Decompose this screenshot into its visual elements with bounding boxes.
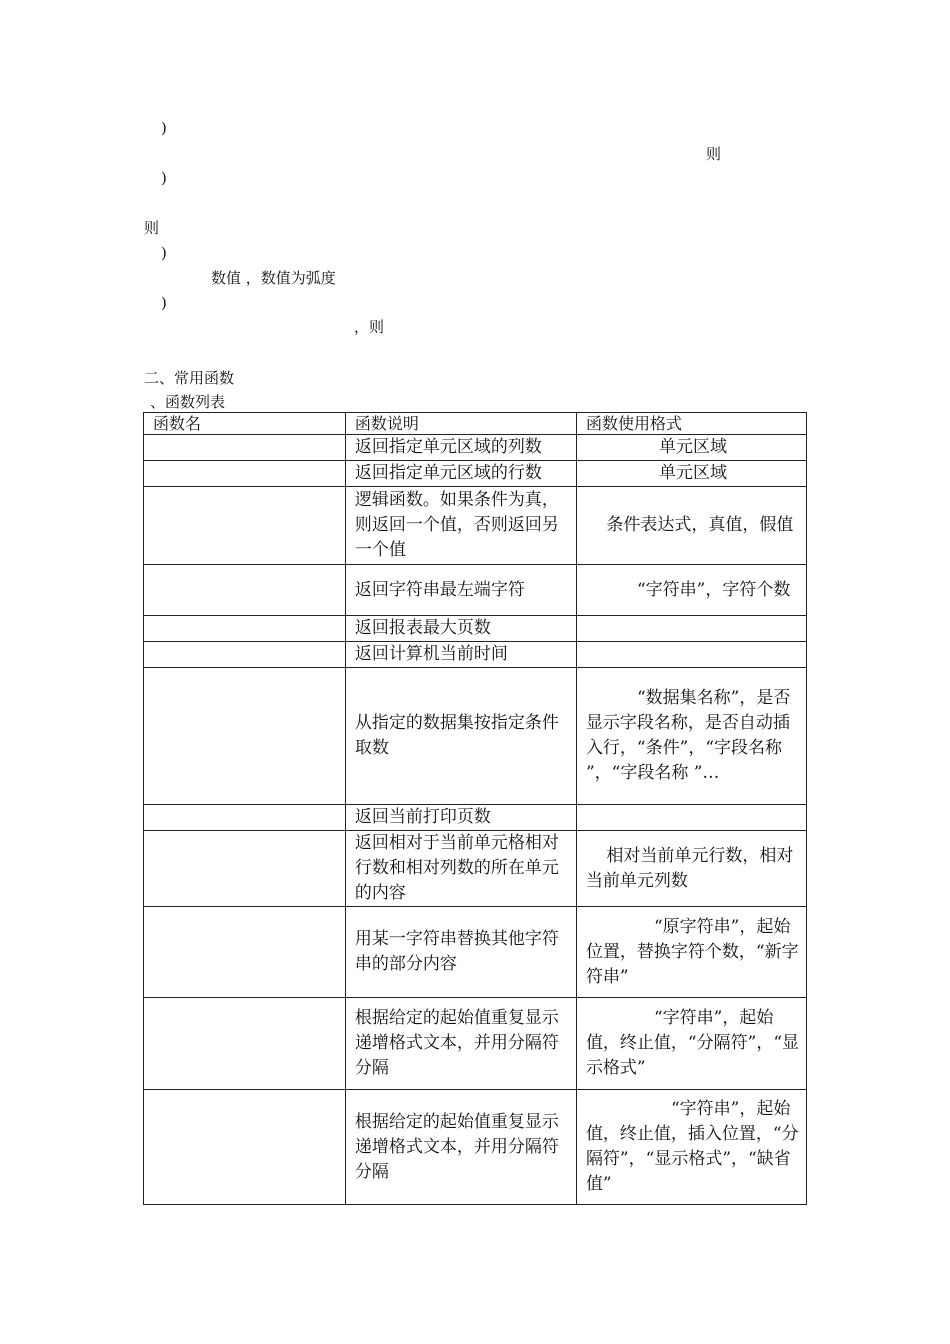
intro-line-3: ) <box>161 169 167 187</box>
row-format: “原字符串”，起始位置，替换字符个数，“新字符串” <box>576 907 806 998</box>
table-row <box>144 998 807 1090</box>
intro-line-5: ) <box>161 244 167 262</box>
row-format: “字符串”，字符个数 <box>576 565 806 616</box>
intro-line-7: ) <box>161 294 167 312</box>
table-row <box>144 668 807 805</box>
row-desc: 根据给定的起始值重复显示递增格式文本，并用分隔符分隔 <box>345 1090 576 1205</box>
row-format: “字符串”，起始值，终止值，插入位置，“分隔符”，“显示格式”，“缺省值” <box>576 1090 806 1205</box>
table-row <box>144 565 807 616</box>
row-name <box>144 461 346 487</box>
row-format: “数据集名称”，是否显示字段名称，是否自动插入行，“条件”，“字段名称 ”，“字段名称 ”… <box>576 668 806 805</box>
row-name <box>144 1090 346 1205</box>
intro-line-1: ) <box>161 119 167 137</box>
table-header-row <box>144 413 807 435</box>
header-name: 函数名 <box>144 413 346 435</box>
subsection-title: 、函数列表 <box>150 393 226 411</box>
row-name <box>144 642 346 668</box>
row-name <box>144 998 346 1090</box>
row-format: 条件表达式，真值，假值 <box>576 487 806 565</box>
section-title: 二、常用函数 <box>144 369 235 387</box>
table-row <box>144 461 807 487</box>
row-desc: 返回相对于当前单元格相对行数和相对列数的所在单元的内容 <box>345 831 576 907</box>
row-desc: 返回指定单元区域的列数 <box>345 435 576 461</box>
row-format: “字符串”，起始值，终止值，“分隔符”，“显示格式” <box>576 998 806 1090</box>
row-format <box>576 642 806 668</box>
intro-line-6: 数值 ，数值为弧度 <box>211 269 336 287</box>
row-format: 单元区域 <box>576 461 806 487</box>
row-desc: 返回当前打印页数 <box>345 805 576 831</box>
row-format: 单元区域 <box>576 435 806 461</box>
table-row <box>144 487 807 565</box>
row-name <box>144 668 346 805</box>
table-row <box>144 435 807 461</box>
row-format: 相对当前单元行数，相对当前单元列数 <box>576 831 806 907</box>
row-desc: 返回报表最大页数 <box>345 616 576 642</box>
intro-line-8: ，则 <box>354 318 385 336</box>
row-format <box>576 805 806 831</box>
table-row <box>144 642 807 668</box>
row-desc: 逻辑函数。如果条件为真，则返回一个值，否则返回另一个值 <box>345 487 576 565</box>
table-row <box>144 616 807 642</box>
function-table <box>143 412 807 1205</box>
row-name <box>144 805 346 831</box>
row-name <box>144 616 346 642</box>
intro-line-4: 则 <box>144 219 160 237</box>
row-desc: 返回计算机当前时间 <box>345 642 576 668</box>
table-row <box>144 907 807 998</box>
row-name <box>144 435 346 461</box>
row-desc: 返回字符串最左端字符 <box>345 565 576 616</box>
table-row <box>144 805 807 831</box>
row-name <box>144 907 346 998</box>
row-name <box>144 565 346 616</box>
row-desc: 根据给定的起始值重复显示递增格式文本，并用分隔符分隔 <box>345 998 576 1090</box>
row-format <box>576 616 806 642</box>
row-desc: 从指定的数据集按指定条件取数 <box>345 668 576 805</box>
row-desc: 用某一字符串替换其他字符串的部分内容 <box>345 907 576 998</box>
row-name <box>144 487 346 565</box>
row-name <box>144 831 346 907</box>
table-row <box>144 831 807 907</box>
row-desc: 返回指定单元区域的行数 <box>345 461 576 487</box>
table-row <box>144 1090 807 1205</box>
header-desc: 函数说明 <box>345 413 576 435</box>
header-format: 函数使用格式 <box>576 413 806 435</box>
intro-line-2: 则 <box>706 145 722 163</box>
